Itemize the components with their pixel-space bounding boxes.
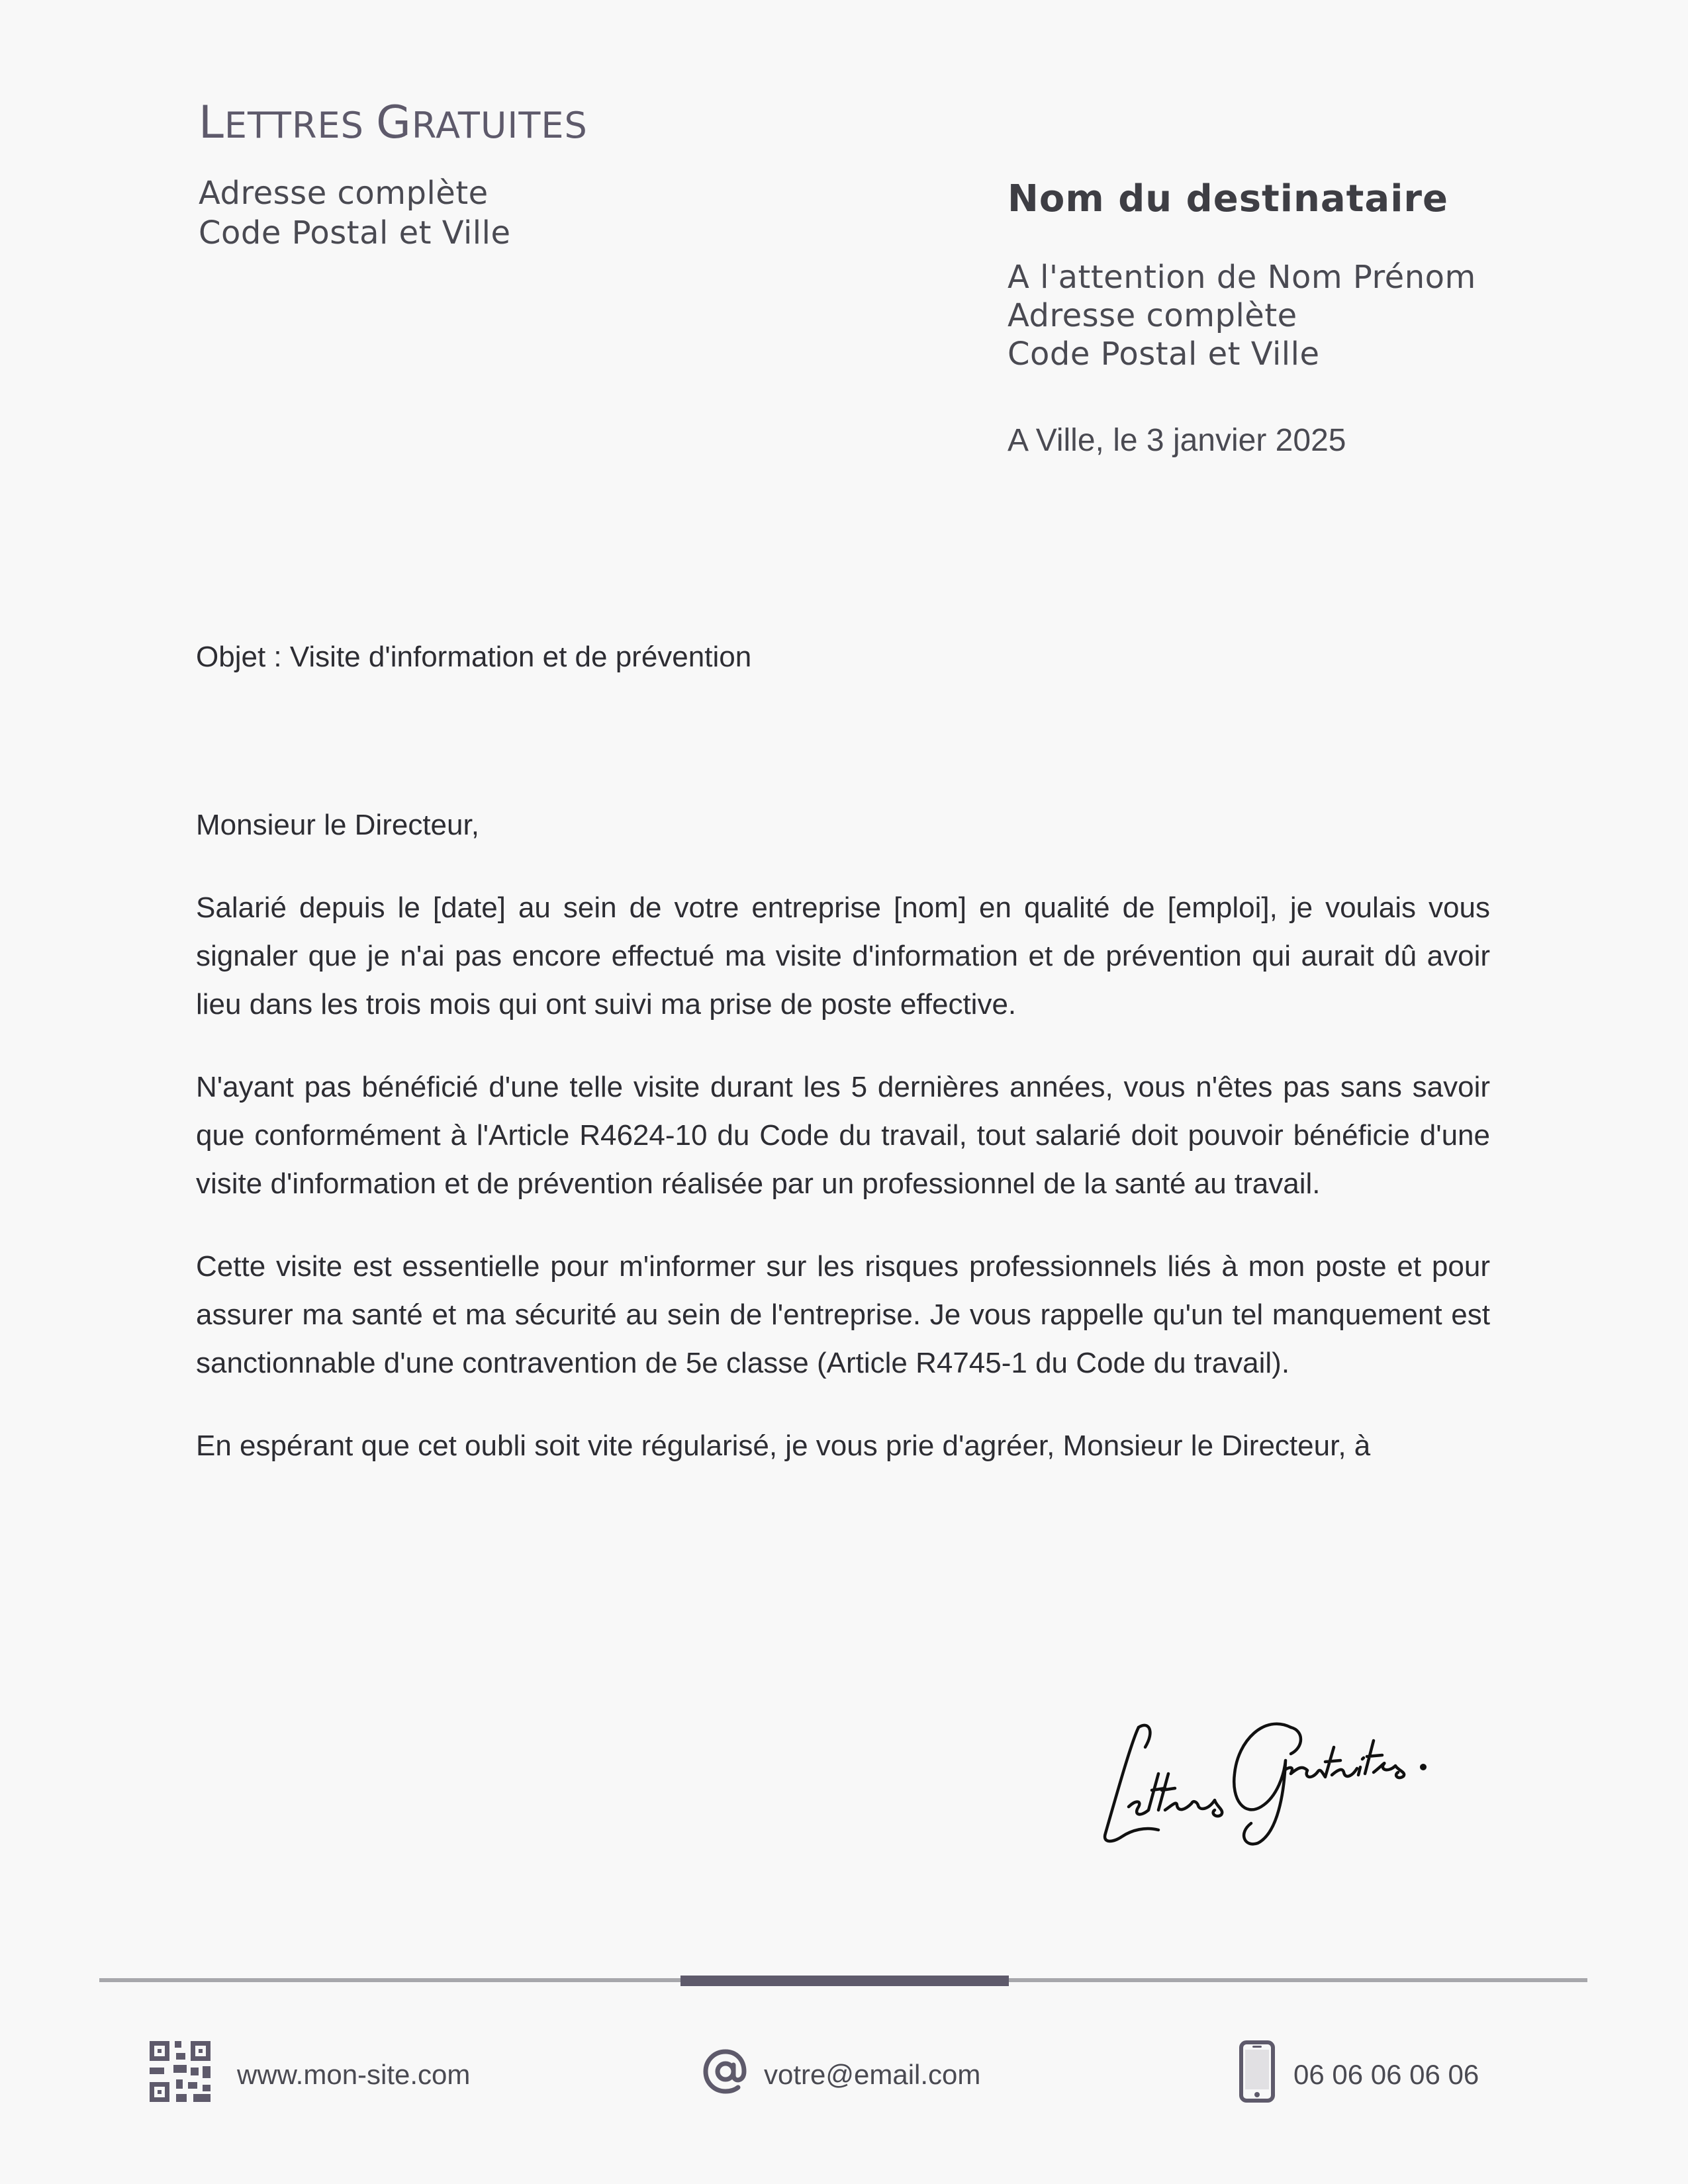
at-sign-icon [702,2048,749,2102]
body-paragraph-3: Cette visite est essentielle pour m'informer sur les risques professionnels liés à mon poste et pour assurer ma santé et ma sécurité au sein de l'entreprise. Je vous rappelle qu'un tel manquement est sanctionnable d'une contravention de 5e classe (Article R4745-1 du Code du travail). [196,1250,1490,1379]
sender-address-block [199,173,511,253]
footer-website-text: www.mon-site.com [237,2059,471,2090]
sender-address: Adresse complète [199,175,489,212]
signature [1092,1701,1450,1853]
letter-date: A Ville, le 3 janvier 2025 [1008,423,1346,458]
recipient-address-block [1008,258,1476,373]
recipient-city: Code Postal et Ville [1008,336,1320,373]
footer-phone-text: 06 06 06 06 06 [1293,2059,1479,2090]
recipient-address: Adresse complète [1008,297,1297,334]
footer-website[interactable] [150,2045,470,2105]
recipient-name: Nom du destinataire [1008,177,1449,220]
mobile-phone-icon [1239,2040,1275,2109]
body-paragraph-1: Salarié depuis le [date] au sein de votre entreprise [nom] en qualité de [emploi], je voulais vous signaler que je n'ai pas encore effectué ma visite d'information et de prévention qui aurait dû avoir lieu dans les trois mois qui ont suivi ma prise de poste effective. [196,891,1490,1021]
footer-accent-bar [680,1976,1009,1986]
recipient-attention: A l'attention de Nom Prénom [1008,259,1476,296]
letter-subject: Objet : Visite d'information et de prévention [196,641,752,673]
footer-email[interactable] [702,2045,980,2105]
sender-name: LETTRES GRATUITES [199,97,588,149]
letter-body [196,801,1490,1504]
qr-code-icon [150,2041,211,2109]
body-paragraph-4: En espérant que cet oubli soit vite régularisé, je vous prie d'agréer, Monsieur le Directeur, à [196,1430,1371,1462]
sender-city: Code Postal et Ville [199,214,511,251]
body-paragraph-2: N'ayant pas bénéficié d'une telle visite durant les 5 dernières années, vous n'êtes pas sans savoir que conformément à l'Article R4624-10 du Code du travail, tout salarié doit pouvoir bénéficie d'une visite d'information et de prévention réalisée par un professionnel de la santé au travail. [196,1071,1490,1200]
footer-phone[interactable] [1239,2045,1479,2105]
salutation: Monsieur le Directeur, [196,809,479,841]
footer-email-text: votre@email.com [764,2059,981,2090]
